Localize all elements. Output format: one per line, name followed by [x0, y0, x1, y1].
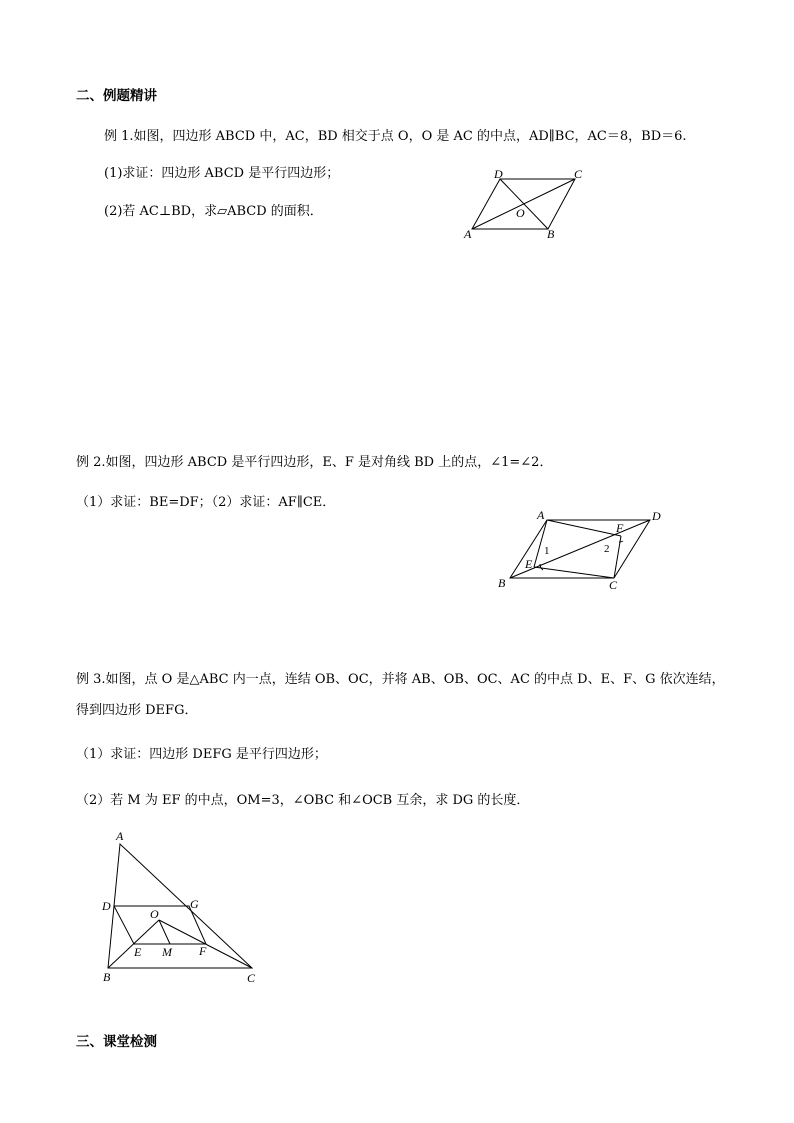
- segment-om: [159, 920, 170, 944]
- point-label-a: A: [464, 227, 472, 241]
- example-1-question-1: (1)求证：四边形 ABCD 是平行四边形；: [104, 166, 340, 181]
- example-3-triangle-figure: [96, 826, 266, 990]
- section-heading-example: 二、例题精讲: [76, 88, 157, 104]
- example-3-question-1: （1）求证：四边形 DEFG 是平行四边形；: [76, 747, 327, 762]
- point-label-d: D: [652, 509, 661, 523]
- point-label-o: O: [516, 206, 525, 220]
- example-3-stem-line-1: 例 3.如图，点 O 是△ABC 内一点，连结 OB、OC，并将 AB、OB、OC、AC 的中点 D、E、F、G 依次连结，: [76, 672, 725, 687]
- point-label-b: B: [103, 970, 111, 984]
- point-label-e: E: [134, 945, 142, 959]
- point-label-m: M: [162, 945, 172, 959]
- point-label-o: O: [150, 907, 159, 921]
- point-label-d: D: [494, 167, 503, 181]
- angle-label-2: 2: [604, 543, 610, 555]
- point-label-a: A: [116, 829, 124, 843]
- point-label-b: B: [547, 227, 555, 241]
- example-3-question-2: （2）若 M 为 EF 的中点，OM=3，∠OBC 和∠OCB 互余，求 DG 的长度．: [76, 793, 530, 808]
- point-label-b: B: [498, 576, 506, 590]
- segment-ae: [534, 520, 547, 567]
- point-label-d: D: [102, 899, 111, 913]
- point-label-c: C: [609, 578, 618, 592]
- example-1-parallelogram-figure: [460, 166, 590, 242]
- point-label-f: F: [616, 521, 624, 535]
- segment-af: [547, 520, 621, 536]
- example-3-stem-line-2: 得到四边形 DEFG．: [76, 703, 198, 718]
- example-1-question-2: (2)若 AC⊥BD，求▱ABCD 的面积．: [104, 204, 323, 219]
- diagonal-bd: [500, 179, 548, 229]
- point-label-e: E: [525, 557, 533, 571]
- point-label-c: C: [247, 971, 256, 985]
- point-label-g: G: [190, 897, 199, 911]
- section-heading-classroom-check: 三、课堂检测: [76, 1034, 157, 1050]
- point-label-f: F: [199, 944, 207, 958]
- example-2-stem: 例 2.如图，四边形 ABCD 是平行四边形，E、F 是对角线 BD 上的点，∠1=∠2．: [76, 455, 553, 470]
- point-label-c: C: [574, 167, 583, 181]
- point-label-a: A: [537, 508, 545, 522]
- example-1-stem: 例 1.如图，四边形 ABCD 中，AC，BD 相交于点 O，O 是 AC 的中点，AD∥BC，AC＝8，BD＝6.: [104, 129, 687, 144]
- angle-label-1: 1: [544, 545, 550, 557]
- example-2-question: （1）求证：BE=DF；（2）求证：AF∥CE．: [76, 495, 336, 510]
- segment-ce: [534, 567, 614, 578]
- example-2-parallelogram-figure: [492, 506, 674, 594]
